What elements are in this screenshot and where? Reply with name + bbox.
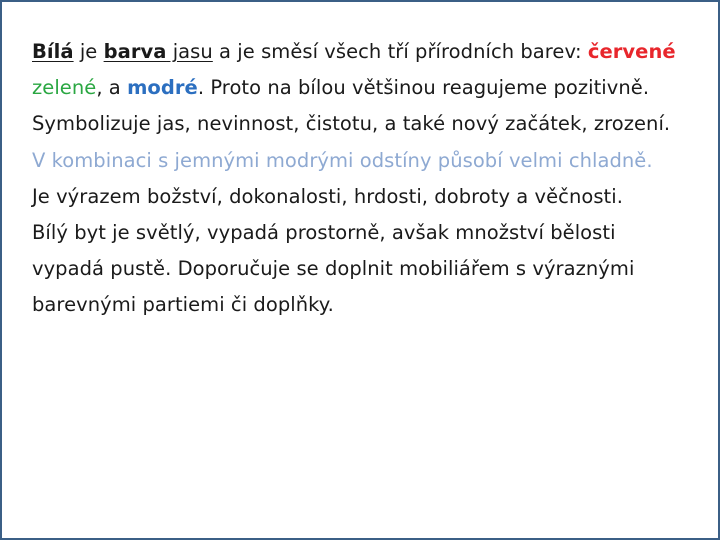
text-line [32,70,697,106]
text-segment: je [73,40,104,63]
text-line [32,143,697,179]
text-segment: a je směsí všech tří přírodních barev: [212,40,588,63]
text-line [32,106,697,142]
text-segment: V kombinaci s jemnými modrými odstíny působí velmi chladně. [32,148,653,172]
text-line [32,179,697,215]
paragraph [32,34,697,324]
text-line [32,34,697,70]
text-segment: modré [127,76,198,100]
text-segment: červené [587,40,676,63]
text-line [32,287,697,323]
text-line [32,251,697,287]
text-segment: jasu [166,40,213,63]
text-segment: , a [96,76,128,100]
text-segment: Symbolizuje jas, nevinnost, čistotu, a také nový začátek, zrození. [32,112,671,136]
text-line [32,215,697,251]
text-segment: Bílá [32,40,74,63]
text-segment: . Proto na bílou většinou reagujeme pozitivně. [197,76,650,100]
text-segment: barevnými partiemi či doplňky. [32,293,334,317]
text-segment: Bílý byt je světlý, vypadá prostorně, avšak množství bělosti [32,220,616,244]
text-segment: barva [103,40,167,63]
text-segment: vypadá pustě. Doporučuje se doplnit mobiliářem s výraznými [32,257,635,281]
text-segment: zelené [32,76,97,100]
text-segment: Je výrazem božství, dokonalosti, hrdosti, dobroty a věčnosti. [32,184,623,208]
